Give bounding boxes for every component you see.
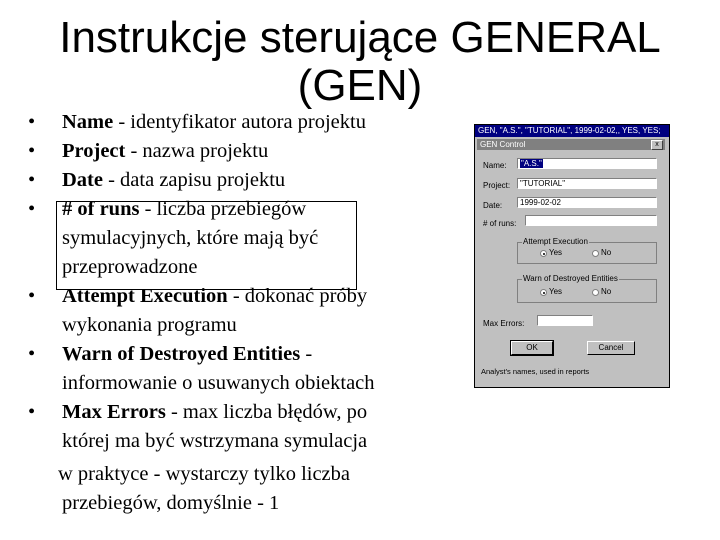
bullet-description: - bbox=[300, 343, 313, 365]
attempt-no-label: No bbox=[601, 248, 612, 257]
bullet-item bbox=[28, 108, 428, 137]
name-label: Name: bbox=[483, 161, 507, 170]
bullet-marker: • bbox=[28, 401, 36, 423]
bullet-continuation: symulacyjnych, które mają być bbox=[62, 227, 319, 249]
bullet-term: Date bbox=[62, 169, 103, 191]
bullet-description: - data zapisu projektu bbox=[102, 169, 286, 191]
bullet-description: - max liczba błędów, po bbox=[165, 401, 368, 423]
attempt-yes-label: Yes bbox=[549, 248, 563, 257]
status-text: Analyst's names, used in reports bbox=[481, 367, 590, 376]
bullet-term: Max Errors bbox=[62, 401, 166, 423]
note-text bbox=[58, 460, 438, 518]
bullet-continuation: której ma być wstrzymana symulacja bbox=[62, 430, 368, 452]
attempt-execution-label: Attempt Execution bbox=[523, 237, 588, 246]
warn-destroyed-group bbox=[517, 274, 657, 303]
bullet-term: Project bbox=[62, 140, 126, 162]
bullet-item bbox=[28, 166, 428, 195]
bullet-description: - dokonać próby bbox=[227, 285, 368, 307]
date-field[interactable]: 1999-02-02 bbox=[517, 197, 657, 208]
bullet-description: - liczba przebiegów bbox=[139, 198, 307, 220]
dialog-title: GEN Control bbox=[477, 139, 665, 150]
runs-field[interactable] bbox=[525, 215, 657, 226]
gen-control-screenshot bbox=[474, 124, 670, 388]
max-errors-label: Max Errors: bbox=[483, 319, 525, 328]
bullet-marker: • bbox=[28, 198, 36, 220]
attempt-no-radio[interactable] bbox=[592, 250, 599, 257]
project-field[interactable]: "TUTORIAL" bbox=[517, 178, 657, 189]
bullet-marker: • bbox=[28, 140, 36, 162]
bullet-term: Name bbox=[62, 111, 114, 133]
warn-no-label: No bbox=[601, 287, 612, 296]
project-label: Project: bbox=[483, 181, 511, 190]
bullet-marker: • bbox=[28, 285, 36, 307]
bullet-continuation: wykonania programu bbox=[62, 314, 237, 336]
bullet-description: - nazwa projektu bbox=[125, 140, 269, 162]
bullet-term: # of runs bbox=[62, 198, 140, 220]
warn-destroyed-label: Warn of Destroyed Entities bbox=[523, 274, 618, 283]
gen-control-dialog bbox=[477, 139, 665, 385]
runs-label: # of runs: bbox=[483, 219, 517, 228]
gen-statement-line: GEN, "A.S.", "TUTORIAL", 1999-02-02,, YES, YES; bbox=[475, 125, 669, 137]
warn-yes-label: Yes bbox=[549, 287, 563, 296]
bullet-term: Attempt Execution bbox=[62, 285, 228, 307]
note-line-1: w praktyce - wystarczy tylko liczba bbox=[58, 463, 351, 485]
bullet-term: Warn of Destroyed Entities bbox=[62, 343, 301, 365]
bullet-marker: • bbox=[28, 169, 36, 191]
attempt-yes-radio[interactable] bbox=[540, 250, 547, 257]
date-label: Date: bbox=[483, 201, 503, 210]
warn-yes-radio[interactable] bbox=[540, 289, 547, 296]
bullet-item bbox=[28, 137, 428, 166]
bullet-continuation: przeprowadzone bbox=[62, 256, 198, 278]
highlight-box bbox=[56, 201, 357, 290]
bullet-item bbox=[28, 340, 428, 369]
max-errors-field[interactable] bbox=[537, 315, 593, 326]
note-line-2: przebiegów, domyślnie - 1 bbox=[62, 492, 280, 514]
slide-title: Instrukcje sterujące GENERAL (GEN) bbox=[59, 13, 661, 110]
bullet-continuation: informowanie o usuwanych obiektach bbox=[62, 372, 375, 394]
ok-button[interactable]: OK bbox=[511, 341, 553, 355]
bullet-description: - identyfikator autora projektu bbox=[113, 111, 366, 133]
bullet-marker: • bbox=[28, 343, 36, 365]
bullet-item bbox=[28, 398, 428, 427]
warn-no-radio[interactable] bbox=[592, 289, 599, 296]
name-field[interactable] bbox=[517, 158, 657, 169]
cancel-button[interactable]: Cancel bbox=[587, 341, 635, 355]
name-value: "A.S." bbox=[521, 159, 542, 168]
attempt-execution-group bbox=[517, 237, 657, 264]
close-icon[interactable]: x bbox=[651, 140, 663, 150]
bullet-marker: • bbox=[28, 111, 36, 133]
